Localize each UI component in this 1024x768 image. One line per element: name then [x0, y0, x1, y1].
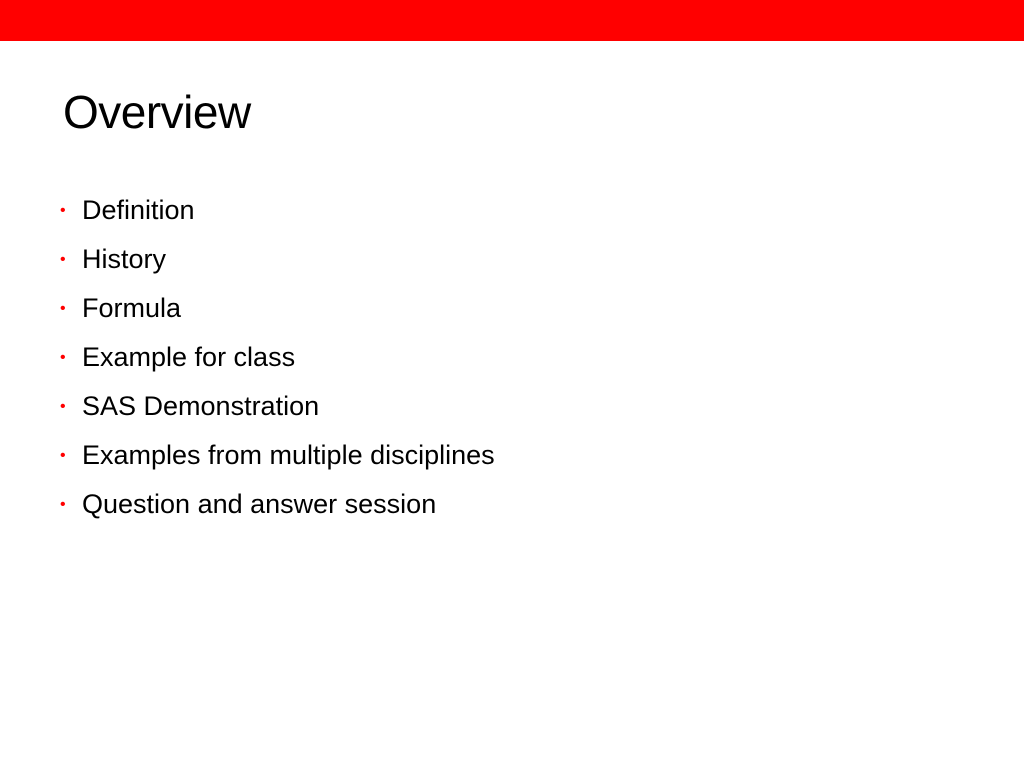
bullet-item — [60, 382, 495, 431]
bullet-text: Examples from multiple disciplines — [82, 440, 495, 470]
bullet-text: SAS Demonstration — [82, 391, 320, 421]
bullet-item — [60, 284, 495, 333]
bullet-icon: • — [60, 348, 66, 366]
bullet-item — [60, 186, 495, 235]
bullet-icon: • — [60, 201, 66, 219]
bullet-icon: • — [60, 397, 66, 415]
bullet-item — [60, 431, 495, 480]
top-accent-bar — [0, 0, 1024, 41]
bullet-icon: • — [60, 250, 66, 268]
bullet-item — [60, 235, 495, 284]
bullet-text: Definition — [82, 195, 195, 225]
slide-title: Overview — [63, 86, 251, 138]
bullet-icon: • — [60, 495, 66, 513]
bullet-item — [60, 480, 495, 529]
bullet-list — [60, 186, 495, 529]
bullet-text: Formula — [82, 293, 182, 323]
bullet-icon: • — [60, 299, 66, 317]
bullet-text: History — [82, 244, 167, 274]
bullet-icon: • — [60, 446, 66, 464]
bullet-text: Example for class — [82, 342, 296, 372]
bullet-item — [60, 333, 495, 382]
bullet-text: Question and answer session — [82, 489, 437, 519]
